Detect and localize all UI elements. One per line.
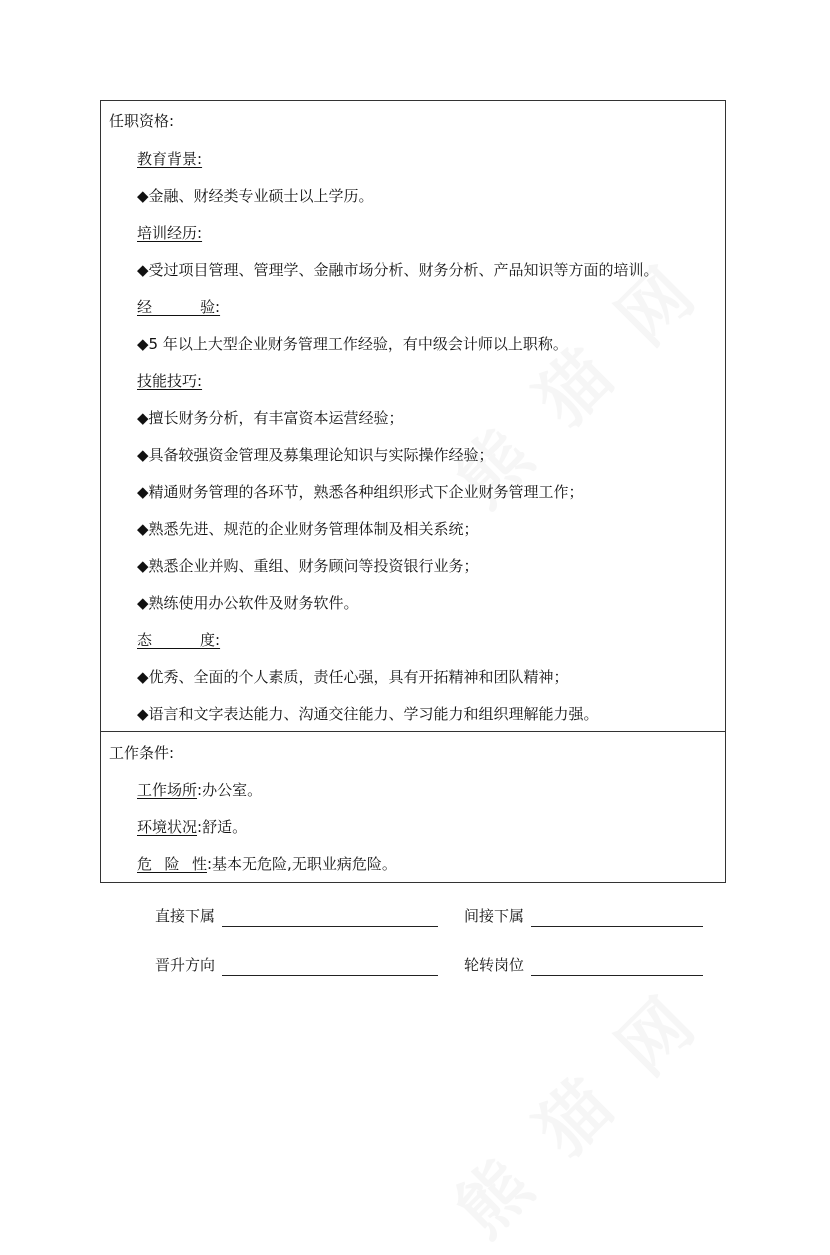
hazard-value: :基本无危险,无职业病危险。: [207, 855, 397, 873]
workplace-value: :办公室。: [197, 781, 263, 799]
skills-item: ◆熟练使用办公软件及财务软件。: [137, 594, 359, 612]
indirect-subordinate-label: 间接下属: [464, 907, 525, 925]
work-conditions-section: [100, 731, 726, 883]
promotion-label: 晋升方向: [155, 956, 216, 974]
environment-value: :舒适。: [197, 818, 248, 836]
skills-item: ◆具备较强资金管理及募集理论知识与实际操作经验；: [137, 446, 494, 464]
section-title: 任职资格:: [109, 112, 175, 130]
hazard-row: [137, 854, 397, 874]
skills-label: 技能技巧:: [137, 372, 203, 390]
experience-colon: :: [215, 298, 221, 316]
rotation-label: 轮转岗位: [464, 956, 525, 974]
education-item: ◆金融、财经类专业硕士以上学历。: [137, 187, 374, 205]
hazard-label: 危险性: [137, 855, 207, 873]
attitude-colon: :: [215, 631, 221, 649]
rotation-field[interactable]: [531, 975, 703, 976]
skills-item: ◆擅长财务分析，有丰富资本运营经验；: [137, 409, 404, 427]
workplace-row: [137, 780, 262, 800]
qualifications-section: [100, 100, 726, 731]
promotion-field[interactable]: [222, 975, 438, 976]
attitude-label: 态度: [137, 631, 215, 649]
direct-subordinate-field[interactable]: [222, 926, 438, 927]
training-label: 培训经历:: [137, 224, 203, 242]
watermark: [430, 966, 720, 1255]
section-title: 工作条件:: [109, 744, 175, 762]
education-label: 教育背景:: [137, 150, 203, 168]
skills-item: ◆熟悉企业并购、重组、财务顾问等投资银行业务；: [137, 557, 479, 575]
environment-row: [137, 817, 247, 837]
skills-item: ◆熟悉先进、规范的企业财务管理体制及相关系统；: [137, 520, 479, 538]
skills-item: ◆精通财务管理的各环节，熟悉各种组织形式下企业财务管理工作；: [137, 483, 584, 501]
experience-label: 经验: [137, 298, 215, 316]
training-item: ◆受过项目管理、管理学、金融市场分析、财务分析、产品知识等方面的培训。: [137, 261, 659, 279]
indirect-subordinate-field[interactable]: [531, 926, 703, 927]
attitude-item: ◆语言和文字表达能力、沟通交往能力、学习能力和组织理解能力强。: [137, 705, 599, 723]
attitude-item: ◆优秀、全面的个人素质，责任心强，具有开拓精神和团队精神；: [137, 668, 569, 686]
environment-label: 环境状况: [137, 818, 198, 836]
direct-subordinate-label: 直接下属: [155, 907, 216, 925]
experience-item: ◆5 年以上大型企业财务管理工作经验，有中级会计师以上职称。: [137, 335, 568, 353]
workplace-label: 工作场所: [137, 781, 198, 799]
experience-heading: [137, 297, 220, 317]
attitude-heading: [137, 630, 220, 650]
